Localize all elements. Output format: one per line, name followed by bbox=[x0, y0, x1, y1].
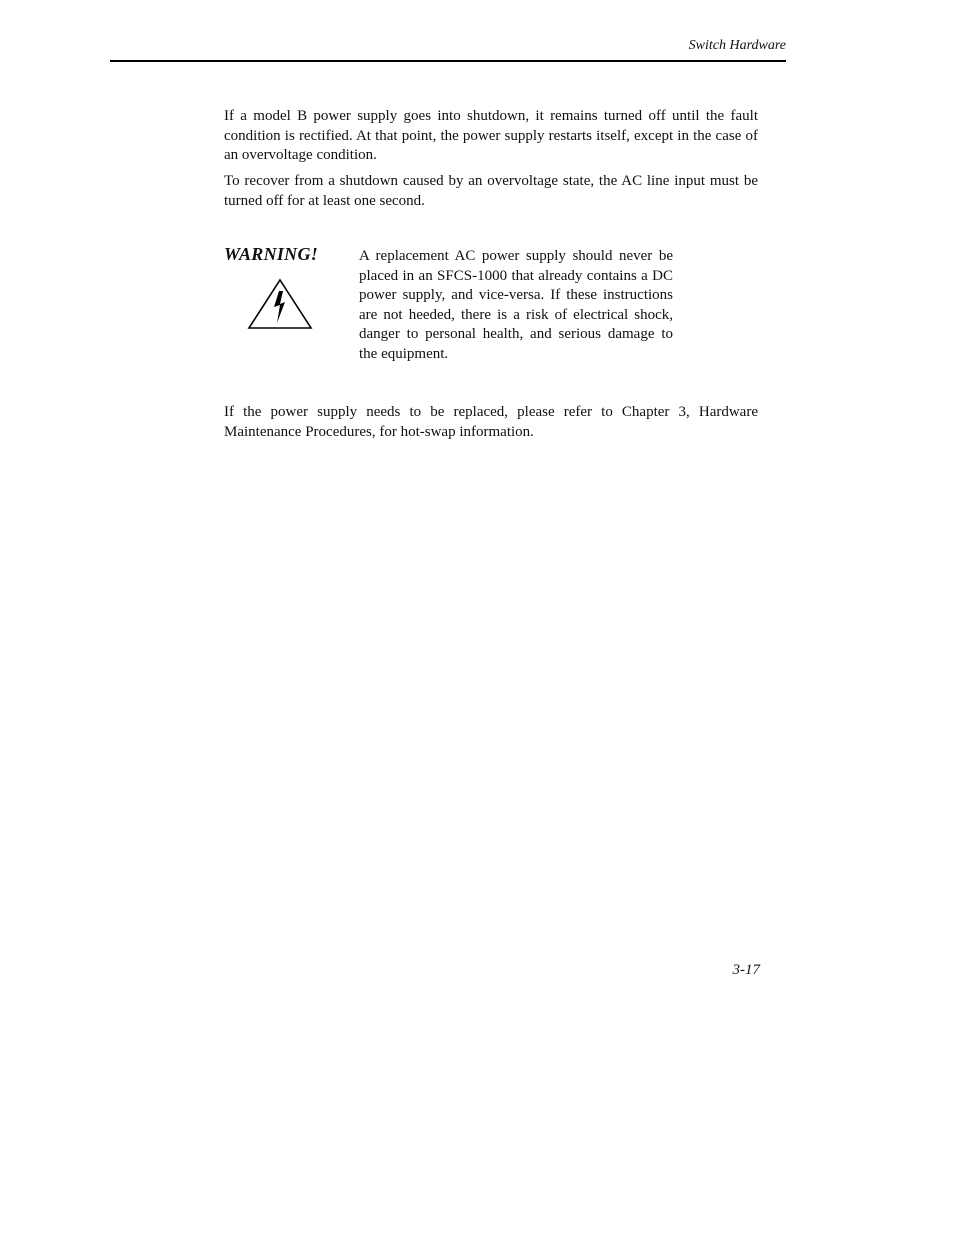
replacement-reference-paragraph: If the power supply needs to be replaced, please refer to Chapter 3, Hardware Maintenance Procedures, for hot-swap information. bbox=[224, 404, 758, 440]
page-number: 3-17 bbox=[732, 962, 760, 978]
electrical-hazard-triangle-icon bbox=[247, 278, 313, 330]
shutdown-paragraph: If a model B power supply goes into shutdown, it remains turned off until the fault condition is rectified. At that point, the power supply restarts itself, except in the case of an overvoltage condition. bbox=[224, 108, 758, 163]
warning-text: A replacement AC power supply should never be placed in an SFCS-1000 that already contains a DC power supply, and vice-versa. If these instructions are not heeded, there is a risk of electrical shock, danger to personal health, and serious damage to the equipment. bbox=[359, 248, 673, 362]
warning-label: WARNING! bbox=[224, 244, 319, 264]
running-header: Switch Hardware bbox=[688, 38, 786, 53]
header-rule bbox=[110, 60, 786, 62]
overvoltage-recovery-paragraph: To recover from a shutdown caused by an overvoltage state, the AC line input must be turned off for at least one second. bbox=[224, 173, 758, 209]
